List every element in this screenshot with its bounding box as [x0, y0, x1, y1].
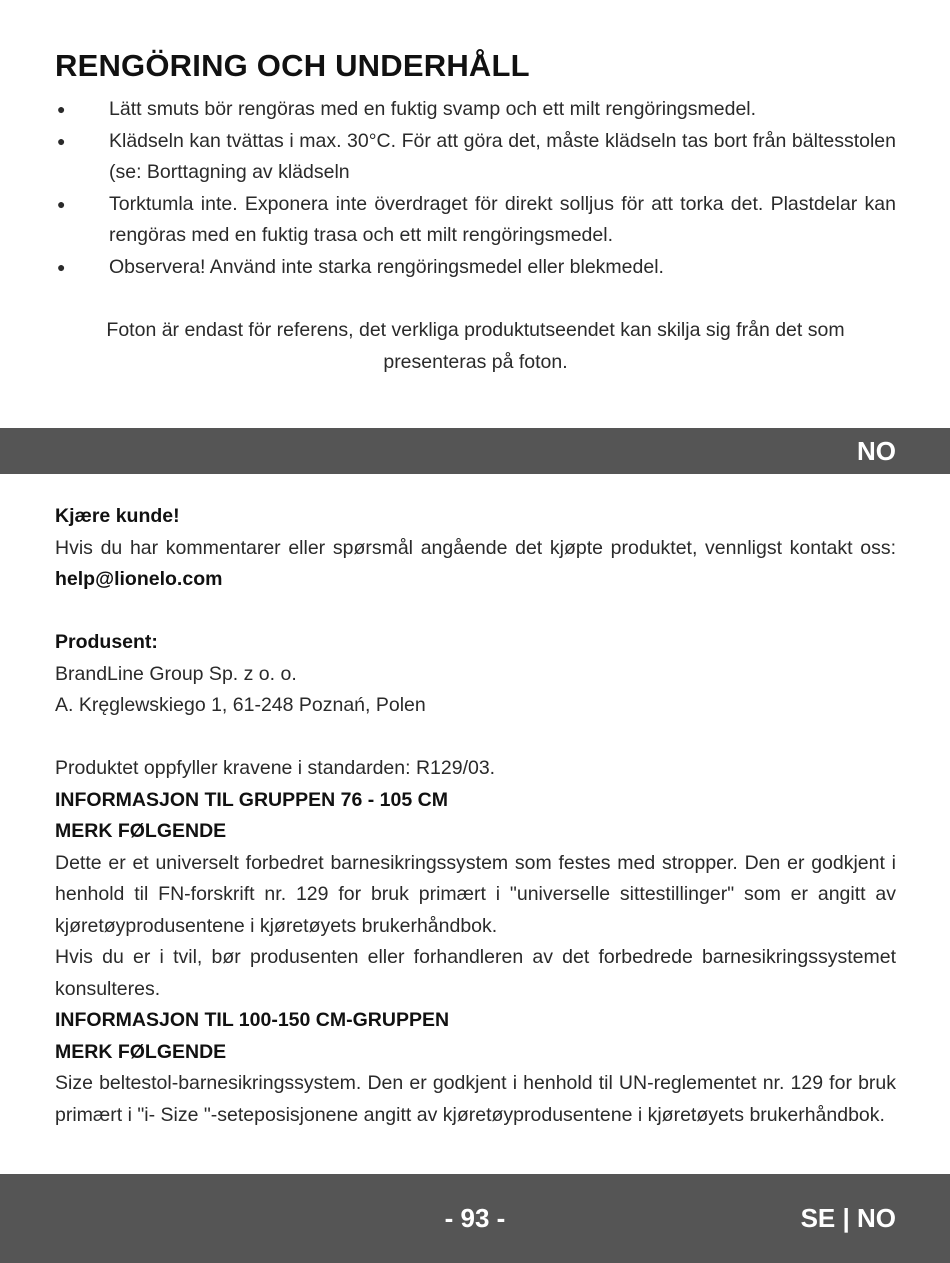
language-header-band: [0, 428, 950, 474]
list-item: ● Lätt smuts bör rengöras med en fuktig svamp och ett milt rengöringsmedel.: [55, 94, 896, 126]
language-code: NO: [857, 436, 896, 466]
group2-heading: INFORMASJON TIL 100-150 CM-GRUPPEN: [55, 1009, 450, 1031]
swedish-section: [55, 48, 896, 398]
manufacturer-address: A. Kręglewskiego 1, 61-248 Poznań, Polen: [55, 694, 426, 716]
section-title: RENGÖRING OCH UNDERHÅLL: [55, 48, 530, 83]
norwegian-section: [55, 501, 896, 1131]
bullet-icon: ●: [57, 195, 66, 212]
group2-text: Size beltestol-barnesikringssystem. Den er godkjent i henhold til UN-reglementet nr. 129 for bruk primært i "i- Size "-seteposisjonene angitt av kjøretøyprodusentene i kjøretøyets brukerhåndbok.: [55, 1072, 896, 1126]
email-link[interactable]: help@lionelo.com: [55, 568, 223, 590]
contact-paragraph: Hvis du har kommentarer eller spørsmål angående det kjøpte produktet, vennligst kontakt oss: help@lionelo.com: [55, 536, 896, 590]
group2-warning: MERK FØLGENDE: [55, 1040, 227, 1063]
page-footer: [0, 1174, 950, 1263]
manufacturer-label: Produsent:: [55, 631, 158, 653]
list-item: ● Torktumla inte. Exponera inte överdraget för direkt solljus för att torka det. Plastdelar kan rengöras med en fuktig trasa och ett milt rengöringsmedel.: [55, 189, 896, 252]
list-item: ● Klädseln kan tvättas i max. 30°C. För att göra det, måste klädseln tas bort från bältesstolen (se: Borttagning av klädseln: [55, 126, 896, 189]
bullet-icon: ●: [57, 101, 66, 117]
manufacturer-name: BrandLine Group Sp. z o. o.: [55, 662, 297, 685]
group1-warning: MERK FØLGENDE: [55, 820, 227, 842]
group1-heading: INFORMASJON TIL GRUPPEN 76 - 105 CM: [55, 788, 448, 811]
standard-compliance: Produktet oppfyller kravene i standarden: R129/03.: [55, 757, 496, 779]
bullet-list: [55, 94, 896, 283]
photo-disclaimer: Foton är endast för referens, det verkliga produktutseendet kan skilja sig från det som presenteras på foton.: [106, 319, 845, 373]
page-number: - 93 -: [444, 1203, 506, 1233]
group1-text: Dette er et universelt forbedret barnesikringssystem som festes med stropper. Den er godkjent i henhold til FN-forskrift nr. 129 for bruk primært i "universelle sittestillinger" som er angitt av kjøretøyprodusentene i kjøretøyets brukerhåndbok.: [55, 851, 896, 937]
bullet-icon: ●: [57, 258, 66, 275]
footer-languages: SE | NO: [800, 1203, 896, 1233]
greeting: Kjære kunde!: [55, 505, 180, 527]
group1-doubt-text: Hvis du er i tvil, bør produsenten eller forhandleren av det forbedrede barnesikringssystemet konsulteres.: [55, 946, 896, 1000]
list-item: ● Observera! Använd inte starka rengöringsmedel eller blekmedel.: [55, 252, 896, 284]
bullet-icon: ●: [57, 132, 66, 149]
